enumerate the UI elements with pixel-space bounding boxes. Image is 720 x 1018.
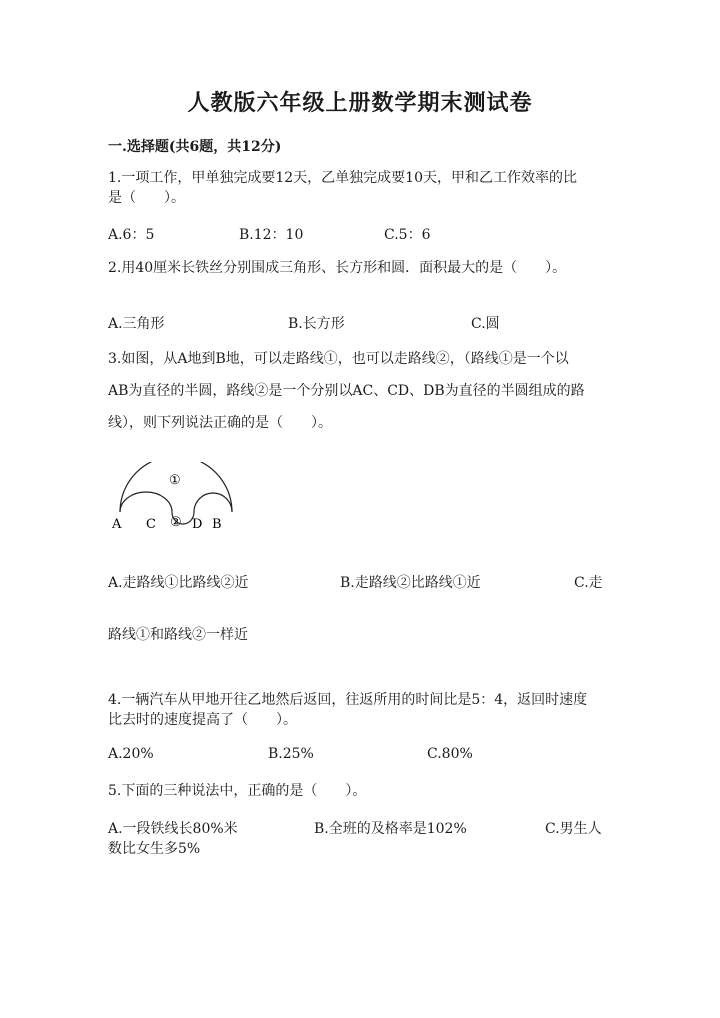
question-1-option-a: A.6：5	[108, 227, 155, 243]
question-3-option-a: A.走路线①比路线②近	[108, 575, 249, 591]
route-2-arc-ac	[120, 492, 172, 512]
question-4-line-1: 4.一辆汽车从甲地开往乙地然后返回，往返所用的时间比是5：4，返回时速度	[108, 692, 588, 708]
question-5-line-1: 5.下面的三种说法中，正确的是（ ）。	[108, 783, 367, 799]
question-3-line-3: 线），则下列说法正确的是（ ）。	[108, 415, 332, 431]
question-2-option-a: A.三角形	[108, 316, 165, 332]
question-2-option-c: C.圆	[471, 316, 500, 332]
question-5-option-c-continued: 数比女生多5%	[108, 841, 201, 857]
point-d-label: D	[192, 517, 203, 532]
route-1-label: ①	[169, 473, 181, 488]
question-1-option-c: C.5：6	[384, 227, 431, 243]
question-4-option-a: A.20%	[108, 746, 154, 762]
question-2-option-b: B.长方形	[288, 316, 345, 332]
point-c-label: C	[146, 517, 156, 532]
question-3-line-1: 3.如图，从A地到B地，可以走路线①，也可以走路线②，（路线①是一个以	[108, 351, 569, 367]
point-a-label: A	[112, 517, 122, 532]
question-4-line-2: 比去时的速度提高了（ ）。	[108, 712, 297, 728]
question-4-option-b: B.25%	[268, 746, 314, 762]
question-1-option-b: B.12：10	[239, 227, 304, 243]
question-3-option-c-continued: 路线①和路线②一样近	[108, 627, 248, 643]
section-heading: 一.选择题(共6题，共12分)	[108, 139, 282, 155]
point-b-label: B	[212, 517, 222, 532]
question-2-line-1: 2.用40厘米长铁丝分别围成三角形、长方形和圆．面积最大的是（ ）。	[108, 260, 567, 276]
page-title: 人教版六年级上册数学期末测试卷	[187, 90, 533, 116]
question-4-option-c: C.80%	[427, 746, 473, 762]
question-3-option-b: B.走路线②比路线①近	[340, 575, 481, 591]
route-diagram	[100, 462, 240, 538]
route-2-label: ②	[170, 515, 182, 530]
question-5-option-a: A.一段铁线长80%米	[108, 821, 238, 837]
question-1-line-1: 1.一项工作，甲单独完成要12天，乙单独完成要10天，甲和乙工作效率的比	[108, 170, 577, 186]
route-2-arc-db	[194, 493, 232, 512]
question-5-option-c: C.男生人	[545, 821, 602, 837]
question-3-line-2: AB为直径的半圆，路线②是一个分别以AC、CD、DB为直径的半圆组成的路	[108, 383, 585, 399]
question-5-option-b: B.全班的及格率是102%	[314, 821, 467, 837]
question-3-option-c: C.走	[574, 575, 603, 591]
question-1-line-2: 是（ ）。	[108, 190, 185, 206]
